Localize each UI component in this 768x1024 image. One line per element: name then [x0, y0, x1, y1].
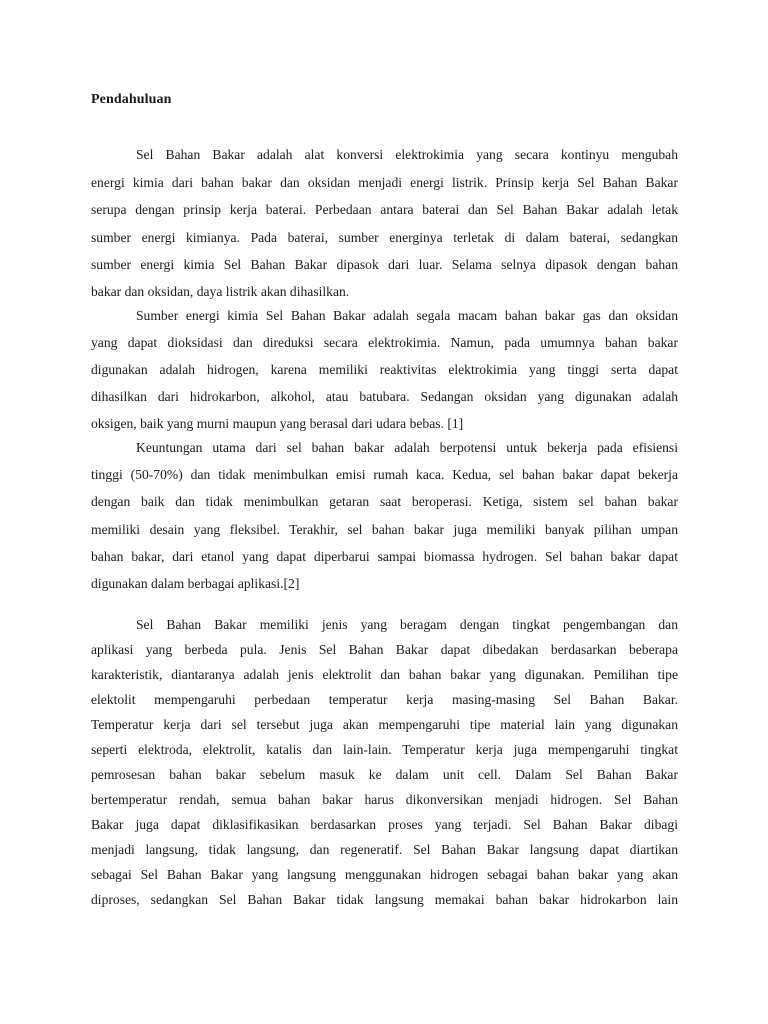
paragraph-1-line-1: Sel Bahan Bakar adalah alat konversi elektrokimia yang secara kontinyu mengubah — [136, 147, 678, 162]
paragraph-2-line-4: dihasilkan dari hidrokarbon, alkohol, atau batubara. Sedangan oksidan yang digunakan adalah — [91, 389, 678, 404]
paragraph-2-line-2: yang dapat dioksidasi dan direduksi secara elektrokimia. Namun, pada umumnya bahan bakar — [91, 335, 678, 350]
paragraph-4-line-10: menjadi langsung, tidak langsung, dan regeneratif. Sel Bahan Bakar langsung dapat diartikan — [91, 842, 678, 857]
paragraph-4-line-6: seperti elektroda, elektrolit, katalis dan lain-lain. Temperatur kerja juga mempengaruhi tingkat — [91, 742, 678, 757]
paragraph-3-line-3: dengan baik dan tidak menimbulkan getaran saat beroperasi. Ketiga, sistem sel bahan bakar — [91, 494, 678, 509]
paragraph-4-line-12: diproses, sedangkan Sel Bahan Bakar tidak langsung memakai bahan bakar hidrokarbon lain — [91, 892, 678, 907]
paragraph-4-line-11: sebagai Sel Bahan Bakar yang langsung menggunakan hidrogen sebagai bahan bakar yang akan — [91, 867, 678, 882]
paragraph-4-line-5: Temperatur kerja dari sel tersebut juga akan mempengaruhi tipe material lain yang digunakan — [91, 717, 678, 732]
paragraph-2-line-3: digunakan adalah hidrogen, karena memiliki reaktivitas elektrokimia yang tinggi serta dapat — [91, 362, 678, 377]
paragraph-3-line-5: bahan bakar, dari etanol yang dapat diperbarui sampai biomassa hydrogen. Sel bahan bakar dapat — [91, 549, 678, 564]
paragraph-1-line-4: sumber energi kimianya. Pada baterai, sumber energinya terletak di dalam baterai, sedangkan — [91, 230, 678, 245]
paragraph-1-line-6: bakar dan oksidan, daya listrik akan dihasilkan. — [91, 284, 350, 299]
paragraph-4-line-2: aplikasi yang berbeda pula. Jenis Sel Bahan Bakar dapat dibedakan berdasarkan beberapa — [91, 642, 678, 657]
paragraph-3-line-2: tinggi (50-70%) dan tidak menimbulkan emisi rumah kaca. Kedua, sel bahan bakar dapat bekerja — [91, 467, 678, 482]
paragraph-4-line-9: Bakar juga dapat diklasifikasikan berdasarkan proses yang terjadi. Sel Bahan Bakar dibagi — [91, 817, 678, 832]
paragraph-4-line-8: bertemperatur rendah, semua bahan bakar harus dikonversikan menjadi hidrogen. Sel Bahan — [91, 792, 678, 807]
paragraph-4-line-1: Sel Bahan Bakar memiliki jenis yang beragam dengan tingkat pengembangan dan — [136, 617, 678, 632]
paragraph-1-line-5: sumber energi kimia Sel Bahan Bakar dipasok dari luar. Selama selnya dipasok dengan bahan — [91, 257, 678, 272]
paragraph-1-line-3: serupa dengan prinsip kerja baterai. Perbedaan antara baterai dan Sel Bahan Bakar adalah letak — [91, 202, 678, 217]
paragraph-2-line-1: Sumber energi kimia Sel Bahan Bakar adalah segala macam bahan bakar gas dan oksidan — [136, 308, 678, 323]
paragraph-2-line-5: oksigen, baik yang murni maupun yang berasal dari udara bebas. [1] — [91, 416, 464, 431]
paragraph-1-line-2: energi kimia dari bahan bakar dan oksidan menjadi energi listrik. Prinsip kerja Sel Bahan Bakar — [91, 175, 678, 190]
paragraph-4-line-4: elektolit mempengaruhi perbedaan temperatur kerja masing-masing Sel Bahan Bakar. — [91, 692, 678, 707]
paragraph-4-line-3: karakteristik, diantaranya adalah jenis elektrolit dan bahan bakar yang digunakan. Pemilihan tipe — [91, 667, 678, 682]
paragraph-3-line-4: memiliki desain yang fleksibel. Terakhir, sel bahan bakar juga memiliki banyak pilihan umpan — [91, 522, 678, 537]
section-heading: Pendahuluan — [91, 92, 172, 107]
paragraph-4-line-7: pemrosesan bahan bakar sebelum masuk ke dalam unit cell. Dalam Sel Bahan Bakar — [91, 767, 678, 782]
paragraph-3-line-1: Keuntungan utama dari sel bahan bakar adalah berpotensi untuk bekerja pada efisiensi — [136, 440, 678, 455]
paragraph-3-line-6: digunakan dalam berbagai aplikasi.[2] — [91, 576, 300, 591]
